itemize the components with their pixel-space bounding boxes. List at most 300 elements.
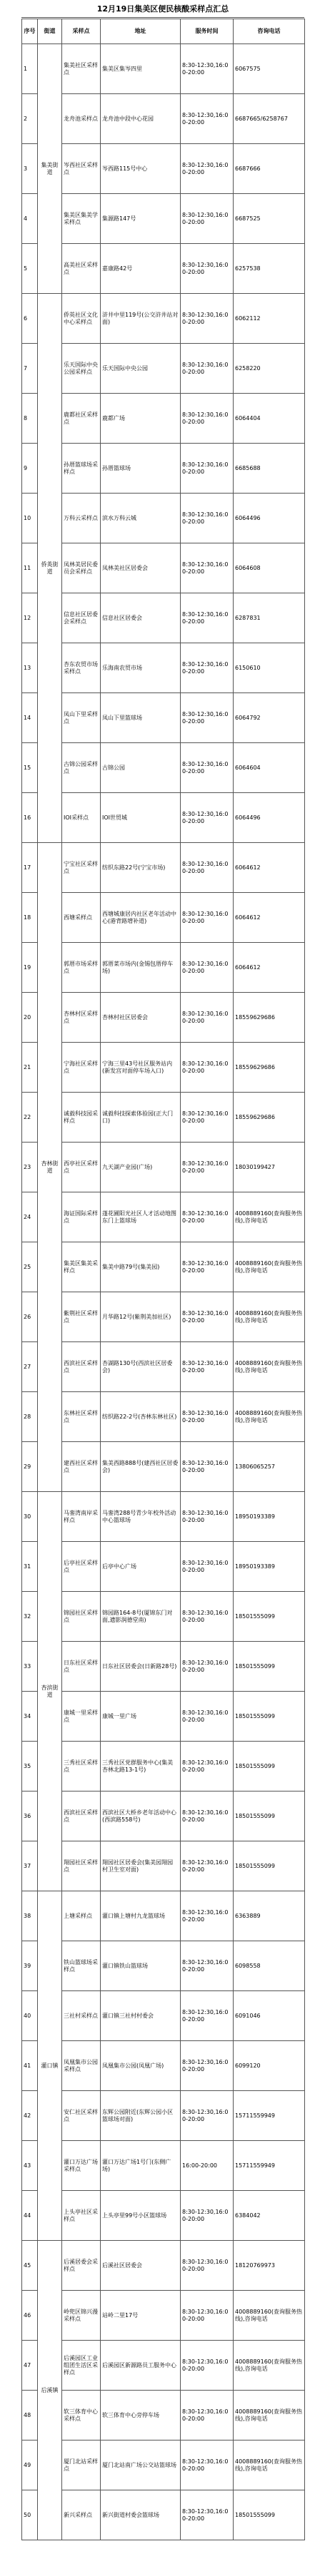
row-site: 后亭社区采样点: [62, 1542, 101, 1592]
table-row: [22, 2191, 305, 2241]
row-site: 后溪居委会采样点: [62, 2241, 101, 2291]
row-phone: 18501555099: [234, 1742, 305, 1792]
table-row: [22, 2041, 305, 2091]
row-number: 30: [22, 1492, 38, 1542]
row-time: 8:30-12:30,16:00-20:00: [181, 2191, 234, 2241]
row-site: 郭厝市场采样点: [62, 943, 101, 993]
row-site: 高美社区采样点: [62, 244, 101, 294]
row-site: 鹿都社区采样点: [62, 394, 101, 444]
row-time: 8:30-12:30,16:00-20:00: [181, 2091, 234, 2141]
table-row: [22, 643, 305, 693]
row-number: 9: [22, 444, 38, 494]
row-address: 滨水万科云城: [101, 494, 181, 543]
row-number: 45: [22, 2241, 38, 2291]
row-site: 锦园社区采样点: [62, 1592, 101, 1642]
table-row: [22, 194, 305, 244]
row-site: 乐天国际中央公园采样点: [62, 344, 101, 394]
table-row: [22, 843, 305, 893]
row-address: 杏林村社区居委会: [101, 993, 181, 1043]
row-number: 1: [22, 44, 38, 94]
row-address: 纺织路22-2号(杏林东林社区): [101, 1392, 181, 1442]
row-site: 西滨社区采样点: [62, 1342, 101, 1392]
row-time: 8:30-12:30,16:00-20:00: [181, 1292, 234, 1342]
row-time: 8:30-12:30,16:00-20:00: [181, 743, 234, 793]
row-time: 8:30-12:30,16:00-20:00: [181, 1941, 234, 1991]
row-phone: 4008889160(查询服务热线),咨询电话: [234, 2341, 305, 2391]
row-street: 后溪镇: [38, 2241, 62, 2540]
row-address: 九天湖产业园(广场): [101, 1143, 181, 1192]
table-row: [22, 943, 305, 993]
row-site: 日东社区采样点: [62, 1642, 101, 1692]
row-address: 月华路12号(紫荆美加社区): [101, 1292, 181, 1342]
row-time: 8:30-12:30,16:00-20:00: [181, 2440, 234, 2490]
row-site: 安仁社区采样点: [62, 2091, 101, 2141]
row-time: 8:30-12:30,16:00-20:00: [181, 94, 234, 144]
table-row: [22, 1492, 305, 1542]
row-phone: 18559629686: [234, 993, 305, 1043]
row-address: 鹿都广场: [101, 394, 181, 444]
row-site: 软三体育中心采样点: [62, 2391, 101, 2440]
row-street: 灌口镇: [38, 1891, 62, 2241]
table-row: [22, 543, 305, 593]
row-phone: 6258220: [234, 344, 305, 394]
table-row: [22, 1792, 305, 1841]
row-time: 8:30-12:30,16:00-20:00: [181, 2041, 234, 2091]
row-phone: 18501555099: [234, 1841, 305, 1891]
table-row: [22, 1143, 305, 1192]
row-phone: 6091046: [234, 1991, 305, 2041]
row-address: 凤林美社区居委会: [101, 543, 181, 593]
row-site: 凤凰集市公园采样点: [62, 2041, 101, 2091]
row-number: 20: [22, 993, 38, 1043]
row-time: 8:30-12:30,16:00-20:00: [181, 1192, 234, 1242]
row-phone: 4008889160(查询服务热线),咨询电话: [234, 2440, 305, 2490]
row-number: 47: [22, 2341, 38, 2391]
row-time: 8:30-12:30,16:00-20:00: [181, 993, 234, 1043]
row-address: 浒井中里119号(公交浒井站对面): [101, 294, 181, 344]
row-phone: 4008889160(查询服务热线),咨询电话: [234, 1392, 305, 1442]
table-row: [22, 1093, 305, 1143]
row-address: 灌口万达广场1号门(东侧广场): [101, 2141, 181, 2191]
row-address: 集美西路888号(建西社区居委会): [101, 1442, 181, 1492]
row-street: 杏滨街道: [38, 1492, 62, 1891]
row-number: 46: [22, 2291, 38, 2341]
table-row: [22, 1692, 305, 1742]
row-time: 8:30-12:30,16:00-20:00: [181, 1841, 234, 1891]
table-row: [22, 494, 305, 543]
row-address: 后亭中心广场: [101, 1542, 181, 1592]
header-no: 序号: [22, 19, 38, 44]
row-site: 万科云采样点: [62, 494, 101, 543]
row-phone: 4008889160(查询服务热线),咨询电话: [234, 1192, 305, 1242]
row-time: 8:30-12:30,16:00-20:00: [181, 1792, 234, 1841]
table-row: [22, 2440, 305, 2490]
row-phone: 6287831: [234, 593, 305, 643]
table-header-row: [22, 19, 305, 44]
row-site: 宁宝社区采样点: [62, 843, 101, 893]
row-time: 8:30-12:30,16:00-20:00: [181, 1392, 234, 1442]
row-number: 6: [22, 294, 38, 344]
row-time: 8:30-12:30,16:00-20:00: [181, 1642, 234, 1692]
row-time: 8:30-12:30,16:00-20:00: [181, 1592, 234, 1642]
row-phone: 6064404: [234, 394, 305, 444]
row-address: 翔园社区居委会(集美园翔园村卫生室对面): [101, 1841, 181, 1891]
row-phone: 18559629686: [234, 1093, 305, 1143]
row-site: 集美区集美学采样点: [62, 194, 101, 244]
page-title: 12月19日集美区便民核酸采样点汇总: [21, 1, 304, 18]
row-address: 站岭二里17号: [101, 2291, 181, 2341]
row-phone: 6064496: [234, 494, 305, 543]
row-site: 岑西社区采样点: [62, 144, 101, 194]
row-time: 8:30-12:30,16:00-20:00: [181, 593, 234, 643]
table-row: [22, 2141, 305, 2191]
row-site: 龙舟池采样点: [62, 94, 101, 144]
row-address: 东辉公园附近(东辉公园小区篮球场对面): [101, 2091, 181, 2141]
row-address: 凤山下里篮球场: [101, 693, 181, 743]
row-time: 8:30-12:30,16:00-20:00: [181, 1891, 234, 1941]
row-address: 嘉康路42号: [101, 244, 181, 294]
table-row: [22, 1592, 305, 1642]
table-row: [22, 1941, 305, 1991]
row-address: 信息社区居委会: [101, 593, 181, 643]
row-address: 乐海南农贸市场: [101, 643, 181, 693]
row-address: 诚毅科技探索体验园(正大门口): [101, 1093, 181, 1143]
row-time: 8:30-12:30,16:00-20:00: [181, 494, 234, 543]
table-row: [22, 1642, 305, 1692]
row-address: 集源路147号: [101, 194, 181, 244]
row-number: 28: [22, 1392, 38, 1442]
row-site: 康城一里采样点: [62, 1692, 101, 1742]
row-number: 13: [22, 643, 38, 693]
table-row: [22, 1891, 305, 1941]
table-row: [22, 2490, 305, 2540]
row-address: 西塘城康居内社区老年活动中心(港背路增补道): [101, 893, 181, 943]
row-address: 纺织东路22号(宁宝市场): [101, 843, 181, 893]
row-phone: 6064612: [234, 893, 305, 943]
row-number: 24: [22, 1192, 38, 1242]
table-row: [22, 294, 305, 344]
row-phone: 4008889160(查询服务热线),咨询电话: [234, 1342, 305, 1392]
header-address: 地址: [101, 19, 181, 44]
table-row: [22, 693, 305, 743]
row-number: 15: [22, 743, 38, 793]
row-site: 西亭社区采样点: [62, 1143, 101, 1192]
row-address: 宁海三里43号社区服务站内(新发宫对面停车场入口): [101, 1043, 181, 1093]
row-time: 8:30-12:30,16:00-20:00: [181, 1093, 234, 1143]
row-time: 8:30-12:30,16:00-20:00: [181, 144, 234, 194]
row-phone: 6064792: [234, 693, 305, 743]
row-address: 凤凰集市公园(凤凰广场): [101, 2041, 181, 2091]
row-address: 灌口镇三社村村委会: [101, 1991, 181, 2041]
row-phone: 4008889160(查询服务热线),咨询电话: [234, 1292, 305, 1342]
row-phone: 6098558: [234, 1941, 305, 1991]
row-phone: 15711559949: [234, 2091, 305, 2141]
row-phone: 4008889160(查询服务热线),咨询电话: [234, 2391, 305, 2440]
row-site: 古锦公园采样点: [62, 743, 101, 793]
row-address: 三秀社区党群服务中心(集美杏林北路13-1号): [101, 1742, 181, 1792]
row-time: 8:30-12:30,16:00-20:00: [181, 194, 234, 244]
table-row: [22, 1292, 305, 1342]
row-time: 8:30-12:30,16:00-20:00: [181, 943, 234, 993]
row-time: 16:00-20:00: [181, 2141, 234, 2191]
row-address: 后溪社区居委会: [101, 2241, 181, 2291]
row-phone: 6064496: [234, 793, 305, 843]
table-row: [22, 344, 305, 394]
row-phone: 6384042: [234, 2191, 305, 2241]
row-number: 31: [22, 1542, 38, 1592]
row-number: 2: [22, 94, 38, 144]
row-phone: 6062112: [234, 294, 305, 344]
table-row: [22, 743, 305, 793]
row-time: 8:30-12:30,16:00-20:00: [181, 344, 234, 394]
row-number: 49: [22, 2440, 38, 2490]
row-phone: 6687666: [234, 144, 305, 194]
table-row: [22, 1342, 305, 1392]
row-address: 集美中路79号(集美园): [101, 1242, 181, 1292]
row-address: 西滨社区大桥乡老年活动中心(西滨路558号): [101, 1792, 181, 1841]
table-row: [22, 1542, 305, 1592]
row-number: 41: [22, 2041, 38, 2091]
row-number: 39: [22, 1941, 38, 1991]
row-address: 灌口镇上塘村九龙篮球场: [101, 1891, 181, 1941]
row-number: 14: [22, 693, 38, 743]
row-address: 蓬花圃阳光社区人才活动地图东门上篮球场: [101, 1192, 181, 1242]
row-phone: 6064608: [234, 543, 305, 593]
row-number: 19: [22, 943, 38, 993]
row-site: 孙厝篮球场采样点: [62, 444, 101, 494]
row-phone: 6363889: [234, 1891, 305, 1941]
row-phone: 6257538: [234, 244, 305, 294]
row-phone: 6687665/6258767: [234, 94, 305, 144]
row-phone: 15711559949: [234, 2141, 305, 2191]
row-address: 岑西路115号中心: [101, 144, 181, 194]
row-time: 8:30-12:30,16:00-20:00: [181, 2391, 234, 2440]
row-number: 25: [22, 1242, 38, 1292]
row-number: 4: [22, 194, 38, 244]
table-row: [22, 1242, 305, 1292]
row-address: 集美区集岑四里: [101, 44, 181, 94]
row-phone: 6064604: [234, 743, 305, 793]
row-address: 龙舟池中段中心花园: [101, 94, 181, 144]
table-row: [22, 94, 305, 144]
row-street: 侨英街道: [38, 294, 62, 843]
row-address: 马銮湾288号青少年校外活动中心篮球场: [101, 1492, 181, 1542]
table-row: [22, 1841, 305, 1891]
table-body: [22, 44, 305, 2540]
row-time: 8:30-12:30,16:00-20:00: [181, 2341, 234, 2391]
row-time: 8:30-12:30,16:00-20:00: [181, 1342, 234, 1392]
row-number: 10: [22, 494, 38, 543]
row-phone: 18501555099: [234, 1592, 305, 1642]
table-row: [22, 244, 305, 294]
row-phone: 13806065257: [234, 1442, 305, 1492]
row-address: 软三体育中心旁停车场: [101, 2391, 181, 2440]
row-number: 43: [22, 2141, 38, 2191]
row-site: 凤林美居民委员会采样点: [62, 543, 101, 593]
row-site: 三秀社区采样点: [62, 1742, 101, 1792]
row-site: 后溪园区工业组团生活区采样点: [62, 2341, 101, 2391]
row-time: 8:30-12:30,16:00-20:00: [181, 1692, 234, 1742]
row-site: 西滨社区采样点: [62, 1792, 101, 1841]
row-number: 16: [22, 793, 38, 843]
row-street: 杏林街道: [38, 843, 62, 1492]
row-address: 锦园路164-8号(厦锦东门对面,遗影润德堂南): [101, 1592, 181, 1642]
row-phone: 18501555099: [234, 1692, 305, 1742]
row-site: 铁山篮球场采样点: [62, 1941, 101, 1991]
row-number: 22: [22, 1093, 38, 1143]
row-phone: 6687525: [234, 194, 305, 244]
row-site: 上头亭社区采样点: [62, 2191, 101, 2241]
row-number: 36: [22, 1792, 38, 1841]
header-time: 服务时间: [181, 19, 234, 44]
row-site: 灌口万达广场采样点: [62, 2141, 101, 2191]
row-time: 8:30-12:30,16:00-20:00: [181, 394, 234, 444]
row-site: 西塘采样点: [62, 893, 101, 943]
row-site: 杏东农贸市场采样点: [62, 643, 101, 693]
row-street: 集美街道: [38, 44, 62, 294]
row-site: 建西社区采样点: [62, 1442, 101, 1492]
row-time: 8:30-12:30,16:00-20:00: [181, 1542, 234, 1592]
row-address: 郭厝菜市场内(金锡包厝停车场): [101, 943, 181, 993]
table-row: [22, 2091, 305, 2141]
row-number: 34: [22, 1692, 38, 1742]
row-number: 48: [22, 2391, 38, 2440]
row-time: 8:30-12:30,16:00-20:00: [181, 2241, 234, 2291]
row-number: 3: [22, 144, 38, 194]
row-site: 侨英社区文化中心采样点: [62, 294, 101, 344]
row-number: 44: [22, 2191, 38, 2241]
header-site: 采样点: [62, 19, 101, 44]
row-site: 信息社区居委会采样点: [62, 593, 101, 643]
row-site: 宁海社区采样点: [62, 1043, 101, 1093]
row-time: 8:30-12:30,16:00-20:00: [181, 643, 234, 693]
table-row: [22, 2291, 305, 2341]
row-address: 孙厝篮球场: [101, 444, 181, 494]
row-number: 33: [22, 1642, 38, 1692]
table-row: [22, 2241, 305, 2291]
row-number: 40: [22, 1991, 38, 2041]
row-phone: 6067575: [234, 44, 305, 94]
row-site: 马銮湾南岸采样点: [62, 1492, 101, 1542]
row-address: IOI世贸城: [101, 793, 181, 843]
table-row: [22, 2341, 305, 2391]
row-time: 8:30-12:30,16:00-20:00: [181, 2291, 234, 2341]
table-row: [22, 394, 305, 444]
row-time: 8:30-12:30,16:00-20:00: [181, 1742, 234, 1792]
row-time: 8:30-12:30,16:00-20:00: [181, 893, 234, 943]
table-row: [22, 993, 305, 1043]
row-number: 29: [22, 1442, 38, 1492]
row-phone: 18120769973: [234, 2241, 305, 2291]
row-number: 35: [22, 1742, 38, 1792]
row-site: 上塘采样点: [62, 1891, 101, 1941]
row-number: 12: [22, 593, 38, 643]
row-site: 紫荆社区采样点: [62, 1292, 101, 1342]
row-number: 18: [22, 893, 38, 943]
table-row: [22, 44, 305, 94]
row-site: 诚毅科技园采样点: [62, 1093, 101, 1143]
row-address: 日东社区居委会(日新路28号): [101, 1642, 181, 1692]
row-phone: 18501555099: [234, 2490, 305, 2540]
header-street: 街道: [38, 19, 62, 44]
row-number: 5: [22, 244, 38, 294]
row-time: 8:30-12:30,16:00-20:00: [181, 2490, 234, 2540]
row-time: 8:30-12:30,16:00-20:00: [181, 444, 234, 494]
row-number: 26: [22, 1292, 38, 1342]
row-address: 上头亭里99号小区篮球场: [101, 2191, 181, 2241]
row-phone: 6064612: [234, 843, 305, 893]
row-time: 8:30-12:30,16:00-20:00: [181, 244, 234, 294]
header-phone: 咨询电话: [234, 19, 305, 44]
row-address: 古锦公园: [101, 743, 181, 793]
row-site: 集美社区采样点: [62, 44, 101, 94]
table-row: [22, 144, 305, 194]
row-time: 8:30-12:30,16:00-20:00: [181, 793, 234, 843]
row-phone: 18950193389: [234, 1492, 305, 1542]
row-site: 杏林村区采样点: [62, 993, 101, 1043]
row-site: 三社村采样点: [62, 1991, 101, 2041]
row-site: 岭兜区锦兴漫采样点: [62, 2291, 101, 2341]
row-address: 灌口镇铁山篮球场: [101, 1941, 181, 1991]
row-number: 38: [22, 1891, 38, 1941]
row-site: 新兴采样点: [62, 2490, 101, 2540]
row-number: 11: [22, 543, 38, 593]
row-phone: 18501555099: [234, 1642, 305, 1692]
table-row: [22, 793, 305, 843]
row-address: 后溪园区新源路员工服务中心: [101, 2341, 181, 2391]
table-row: [22, 1742, 305, 1792]
row-phone: 18559629686: [234, 1043, 305, 1093]
row-time: 8:30-12:30,16:00-20:00: [181, 843, 234, 893]
row-number: 27: [22, 1342, 38, 1392]
row-number: 42: [22, 2091, 38, 2141]
row-number: 23: [22, 1143, 38, 1192]
row-time: 8:30-12:30,16:00-20:00: [181, 543, 234, 593]
row-time: 8:30-12:30,16:00-20:00: [181, 693, 234, 743]
row-time: 8:30-12:30,16:00-20:00: [181, 294, 234, 344]
row-time: 8:30-12:30,16:00-20:00: [181, 1991, 234, 2041]
row-number: 17: [22, 843, 38, 893]
row-site: 翔园社区采样点: [62, 1841, 101, 1891]
row-address: 康城一里广场: [101, 1692, 181, 1742]
row-phone: 4008889160(查询服务热线),咨询电话: [234, 2291, 305, 2341]
row-number: 21: [22, 1043, 38, 1093]
row-site: 东林社区采样点: [62, 1392, 101, 1442]
row-time: 8:30-12:30,16:00-20:00: [181, 44, 234, 94]
row-number: 37: [22, 1841, 38, 1891]
row-time: 8:30-12:30,16:00-20:00: [181, 1143, 234, 1192]
row-phone: 6685688: [234, 444, 305, 494]
table-row: [22, 1442, 305, 1492]
row-phone: 6099120: [234, 2041, 305, 2091]
row-phone: 18501555099: [234, 1792, 305, 1841]
row-phone: 18030199427: [234, 1143, 305, 1192]
row-site: 集美区集美采样点: [62, 1242, 101, 1292]
row-phone: 6150610: [234, 643, 305, 693]
table-row: [22, 1043, 305, 1093]
row-address: 杏湖路130号(西滨社区居委会): [101, 1342, 181, 1392]
table-row: [22, 1392, 305, 1442]
row-time: 8:30-12:30,16:00-20:00: [181, 1043, 234, 1093]
table-row: [22, 444, 305, 494]
row-number: 32: [22, 1592, 38, 1642]
row-site: 厦门北站采样点: [62, 2440, 101, 2490]
table-row: [22, 1991, 305, 2041]
row-site: 海证国际采样点: [62, 1192, 101, 1242]
table-row: [22, 2391, 305, 2440]
row-number: 8: [22, 394, 38, 444]
row-address: 乐天国际中央公园: [101, 344, 181, 394]
